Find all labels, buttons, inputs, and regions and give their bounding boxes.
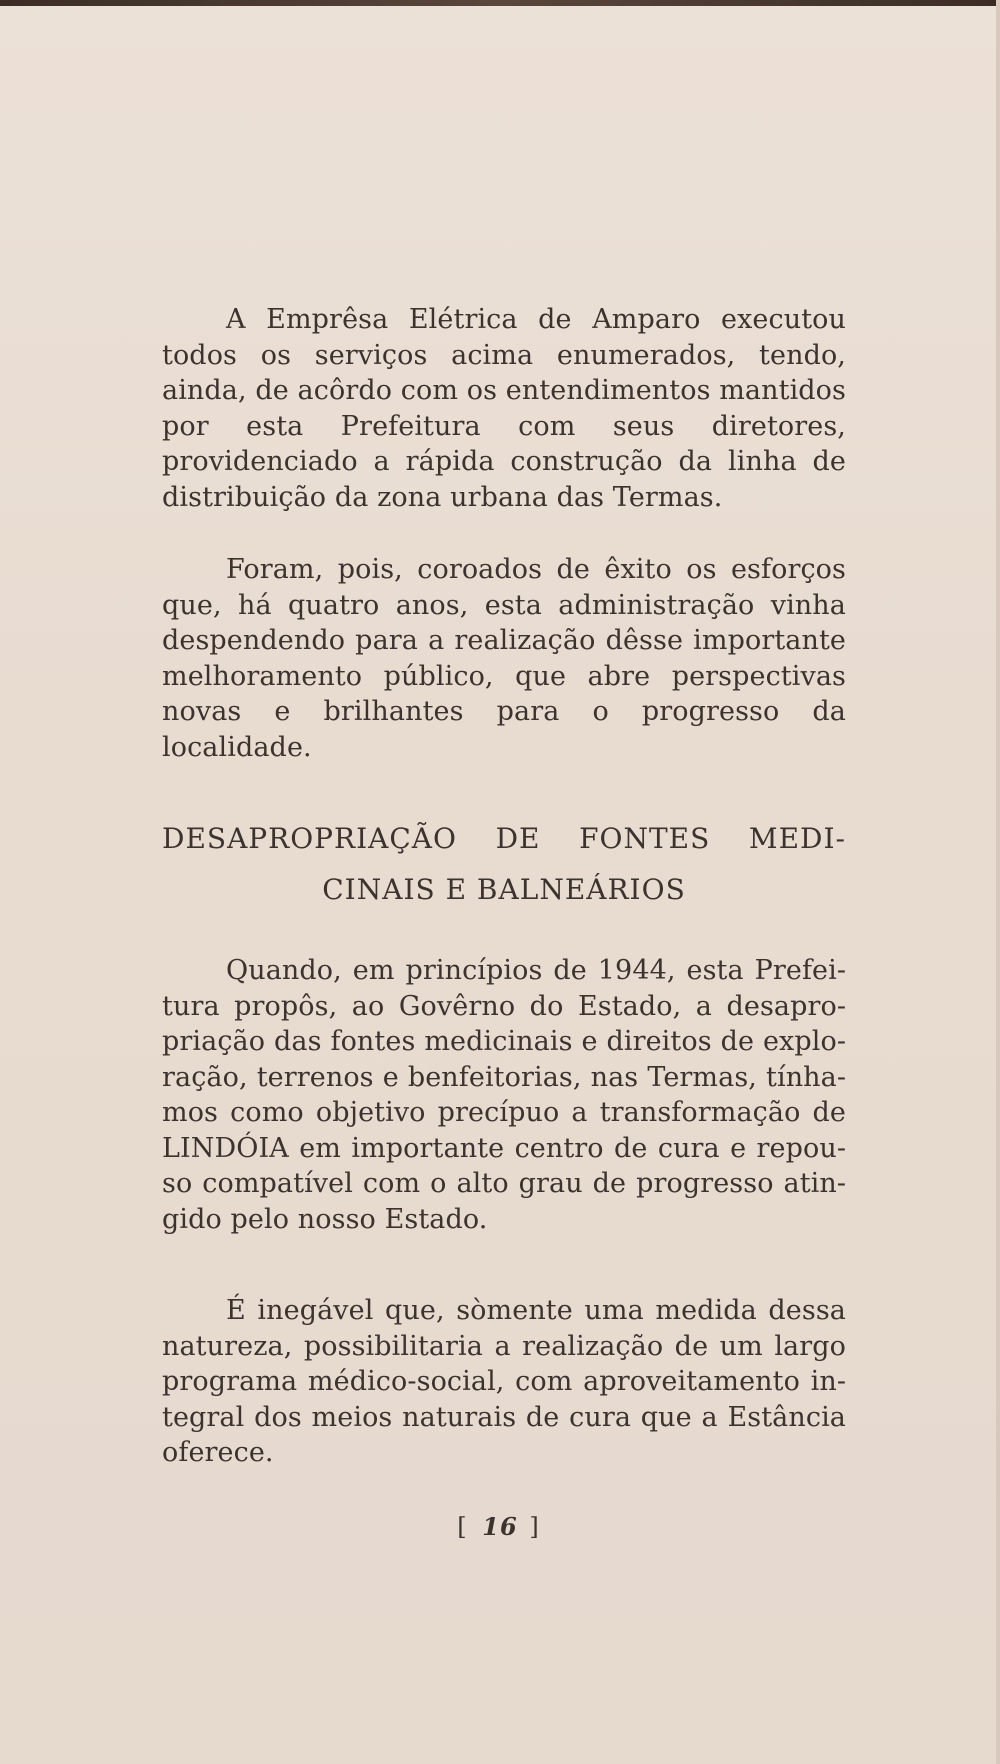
paragraph-text: Foram, pois, coroados de êxito os esforços que, há quatro anos, esta administração vinha despendendo para a realização dêsse importante melhoramento público, que abre perspectivas novas e brilhantes para o progresso da localidade. <box>162 554 846 763</box>
paragraph-electric-company <box>162 302 846 515</box>
paragraph-text: Quando, em princípios de 1944, esta Prefeitura propôs, ao Govêrno do Estado, a desapropriação das fontes medicinais e direitos de exploração, terrenos e benfeitorias, nas Termas, tínhamos como objetivo precípuo a transformação de LINDÓIA em importante centro de cura e repouso compatível com o alto grau de progresso atingido pelo nosso Estado. <box>162 955 846 1235</box>
section-heading-line-2: CINAIS E BALNEÁRIOS <box>322 873 686 906</box>
page-number-open-bracket: [ <box>457 1513 471 1541</box>
page-top-edge <box>0 0 1000 6</box>
paragraph-efforts-crowned <box>162 552 846 765</box>
page-number-value: 16 <box>482 1512 518 1541</box>
paragraph-medical-social-program <box>162 1293 846 1471</box>
paragraph-text: A Emprêsa Elétrica de Amparo executou todos os serviços acima enumerados, tendo, ainda, de acôrdo com os entendimentos mantidos por esta Prefeitura com seus diretores, providenciado a rápida construção da linha de distribuição da zona urbana das Termas. <box>162 304 846 513</box>
page-right-edge <box>996 0 1000 1764</box>
section-heading-line-1: DESAPROPRIAÇÃO DE FONTES MEDI- <box>162 822 846 855</box>
paragraph-expropriation-proposal <box>162 953 846 1237</box>
page-number-close-bracket: ] <box>529 1513 543 1541</box>
paragraph-text: É inegável que, sòmente uma medida dessa natureza, possibilitaria a realização de um largo programa médico-social, com aproveitamento integral dos meios naturais de cura que a Estância oferece. <box>162 1295 846 1468</box>
page-number <box>0 1512 1000 1541</box>
section-heading <box>162 813 846 915</box>
